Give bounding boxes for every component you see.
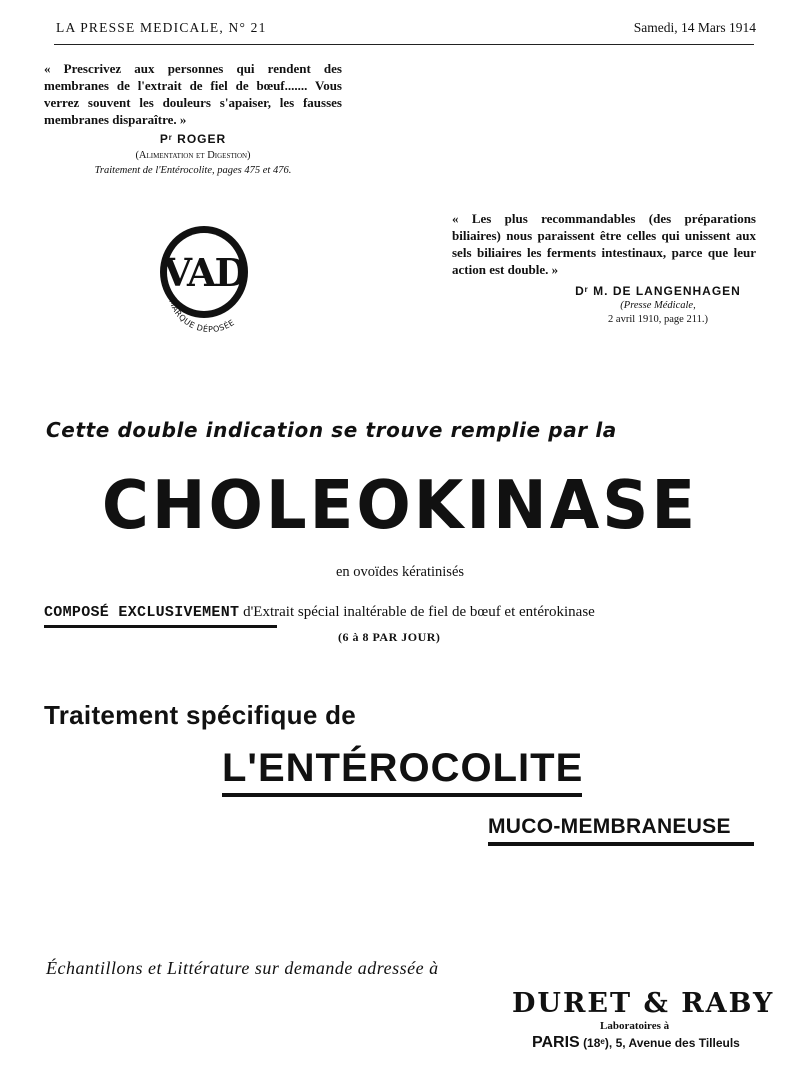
- samples-request: Échantillons et Littérature sur demande adressée à: [46, 958, 439, 978]
- quote-langenhagen-text: « Les plus recommandables (des préparations biliaires) nous paraissent être celles qui unissent aux sels biliaires les ferments intestinaux, parce que leur action est double. »: [452, 211, 756, 277]
- company-address: [532, 1034, 740, 1052]
- brand-name: CHOLEOKINASE: [101, 467, 699, 545]
- intro-line: Cette double indication se trouve remplie par la: [46, 418, 617, 442]
- laboratories-label: Laboratoires à: [600, 1020, 670, 1032]
- address-city: PARIS: [532, 1034, 580, 1051]
- composition-text: d'Extrait spécial inaltérable de fiel de bœuf et entérokinase: [243, 604, 595, 620]
- address-street: (18ᵉ), 5, Avenue des Tilleuls: [583, 1036, 740, 1050]
- logo-caption: MARQUE DÉPOSÉE: [167, 298, 237, 335]
- issue-date: Samedi, 14 Mars 1914: [633, 20, 756, 35]
- dosage: (6 à 8 PAR JOUR): [338, 630, 441, 644]
- product-form: en ovoïdes kératinisés: [335, 564, 465, 580]
- logo-monogram: VAD: [162, 250, 246, 295]
- qualifier-underline: [488, 842, 754, 846]
- composition-label: COMPOSÉ EXCLUSIVEMENT: [44, 604, 240, 621]
- header-rule: [54, 44, 754, 45]
- trademark-logo: [152, 220, 268, 336]
- quote-langenhagen-reference: 2 avril 1910, page 211.): [608, 314, 708, 325]
- journal-title: LA PRESSE MEDICALE, N° 21: [56, 20, 267, 35]
- quote-roger-author: Pʳ ROGER: [159, 132, 227, 146]
- treatment-lead: Traitement spécifique de: [44, 700, 357, 730]
- quote-roger-reference: Traitement de l'Entérocolite, pages 475 et 476.: [94, 165, 292, 176]
- disease-name: L'ENTÉROCOLITE: [222, 746, 584, 790]
- quote-roger-text: « Prescrivez aux personnes qui rendent des membranes de l'extrait de fiel de bœuf....... Vous verrez souvent les douleurs s'apaiser, les fausses membranes disparaître. »: [44, 61, 342, 127]
- company-name: DURET & RABY: [512, 988, 775, 1019]
- quote-roger-book: (Alimentation et Digestion): [135, 150, 251, 161]
- quote-langenhagen-journal: (Presse Médicale,: [620, 300, 696, 311]
- composition-line: [44, 604, 764, 621]
- quote-langenhagen-author: Dʳ M. DE LANGENHAGEN: [575, 284, 741, 298]
- disease-qualifier: MUCO-MEMBRANEUSE: [488, 815, 731, 838]
- composition-underline: [44, 625, 277, 628]
- disease-underline: [222, 793, 582, 797]
